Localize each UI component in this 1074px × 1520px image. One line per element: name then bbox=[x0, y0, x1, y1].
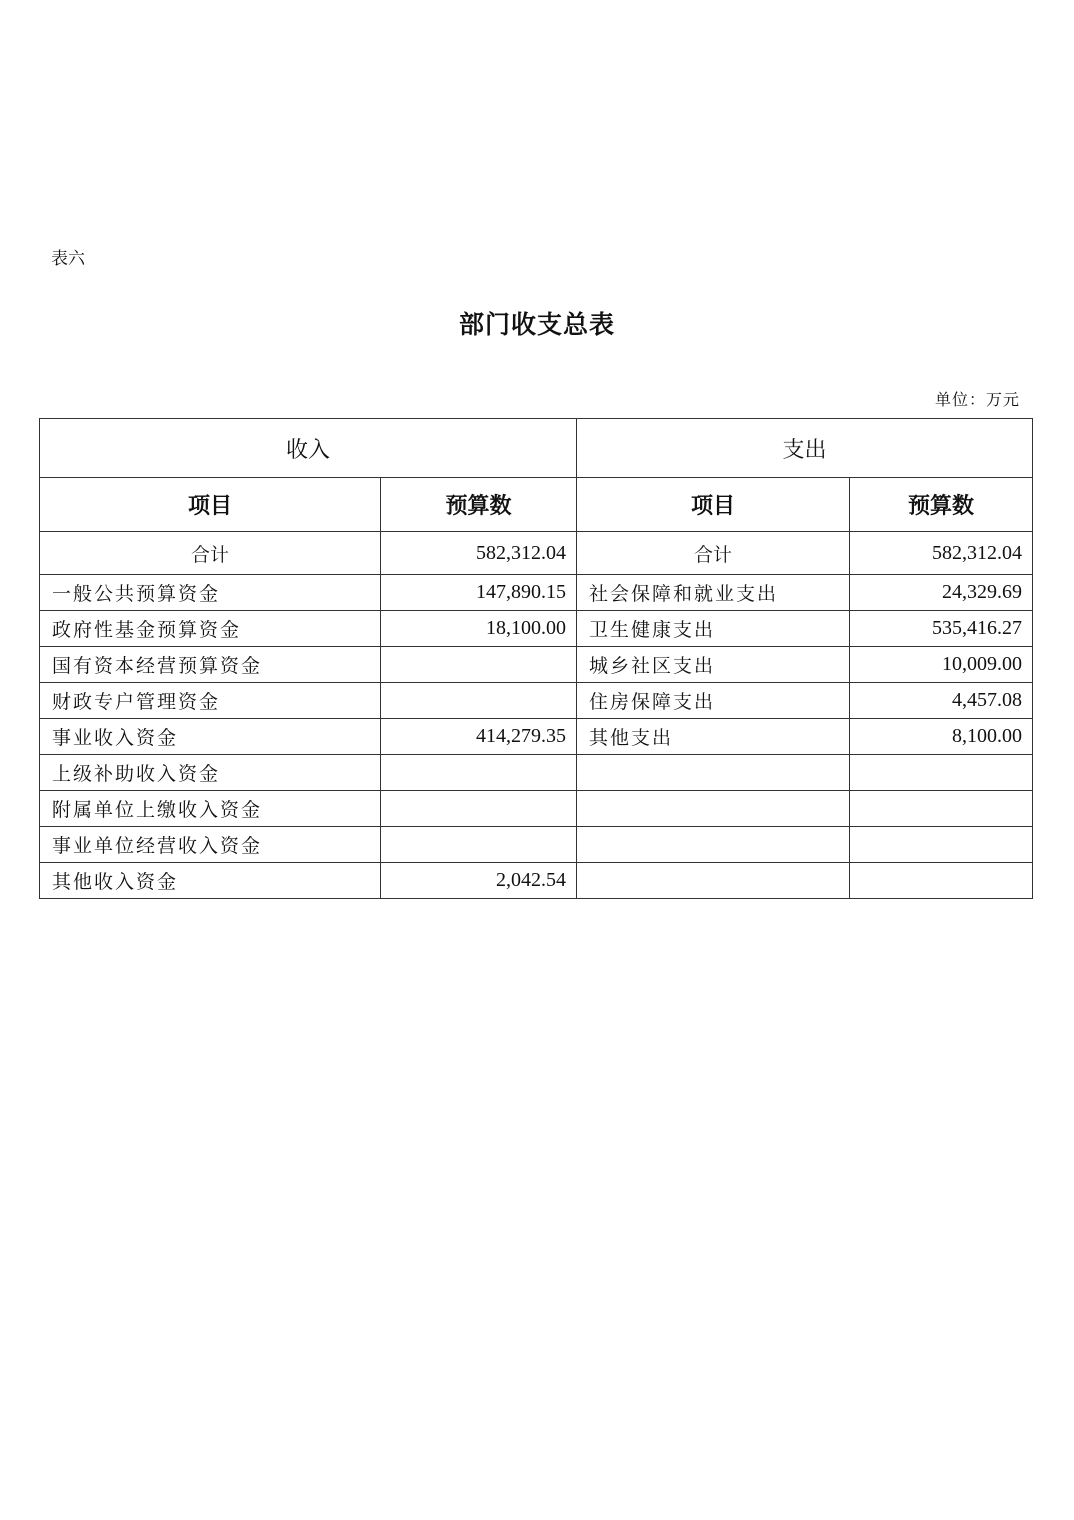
expense-item bbox=[577, 863, 850, 899]
income-item: 事业收入资金 bbox=[40, 719, 381, 755]
expense-section-header: 支出 bbox=[577, 419, 1033, 478]
income-value: 2,042.54 bbox=[381, 863, 577, 899]
income-item: 上级补助收入资金 bbox=[40, 755, 381, 791]
expense-item bbox=[577, 791, 850, 827]
total-row bbox=[40, 532, 1033, 575]
expense-value: 4,457.08 bbox=[850, 683, 1033, 719]
expense-total-label: 合计 bbox=[577, 532, 850, 575]
expense-item-column-header: 项目 bbox=[577, 478, 850, 532]
income-total-label: 合计 bbox=[40, 532, 381, 575]
table-label: 表六 bbox=[51, 249, 85, 269]
expense-value: 535,416.27 bbox=[850, 611, 1033, 647]
income-budget-column-header: 预算数 bbox=[381, 478, 577, 532]
income-item: 国有资本经营预算资金 bbox=[40, 647, 381, 683]
table-row bbox=[40, 719, 1033, 755]
expense-value bbox=[850, 791, 1033, 827]
income-item: 财政专户管理资金 bbox=[40, 683, 381, 719]
expense-budget-column-header: 预算数 bbox=[850, 478, 1033, 532]
income-item: 其他收入资金 bbox=[40, 863, 381, 899]
expense-value bbox=[850, 827, 1033, 863]
income-section-header: 收入 bbox=[40, 419, 577, 478]
unit-note: 单位：万元 bbox=[934, 390, 1020, 409]
expense-item bbox=[577, 755, 850, 791]
expense-value: 10,009.00 bbox=[850, 647, 1033, 683]
expense-value: 24,329.69 bbox=[850, 575, 1033, 611]
income-item: 政府性基金预算资金 bbox=[40, 611, 381, 647]
income-item: 附属单位上缴收入资金 bbox=[40, 791, 381, 827]
income-item-column-header: 项目 bbox=[40, 478, 381, 532]
income-value: 414,279.35 bbox=[381, 719, 577, 755]
income-value bbox=[381, 683, 577, 719]
income-item: 事业单位经营收入资金 bbox=[40, 827, 381, 863]
table-row bbox=[40, 575, 1033, 611]
table-row bbox=[40, 827, 1033, 863]
income-value: 18,100.00 bbox=[381, 611, 577, 647]
column-header-row bbox=[40, 478, 1033, 532]
page-title: 部门收支总表 bbox=[458, 310, 615, 339]
table-row bbox=[40, 755, 1033, 791]
expense-value bbox=[850, 755, 1033, 791]
expense-value bbox=[850, 863, 1033, 899]
expense-item: 住房保障支出 bbox=[577, 683, 850, 719]
income-value bbox=[381, 791, 577, 827]
expense-total-value: 582,312.04 bbox=[850, 532, 1033, 575]
table-row bbox=[40, 791, 1033, 827]
income-value bbox=[381, 647, 577, 683]
income-item: 一般公共预算资金 bbox=[40, 575, 381, 611]
expense-item: 其他支出 bbox=[577, 719, 850, 755]
table-row bbox=[40, 611, 1033, 647]
table-row bbox=[40, 683, 1033, 719]
table-row bbox=[40, 863, 1033, 899]
income-value bbox=[381, 827, 577, 863]
income-total-value: 582,312.04 bbox=[381, 532, 577, 575]
income-expense-table bbox=[39, 418, 1033, 899]
income-value bbox=[381, 755, 577, 791]
expense-item: 卫生健康支出 bbox=[577, 611, 850, 647]
expense-item bbox=[577, 827, 850, 863]
table-row bbox=[40, 647, 1033, 683]
income-value: 147,890.15 bbox=[381, 575, 577, 611]
expense-item: 社会保障和就业支出 bbox=[577, 575, 850, 611]
expense-item: 城乡社区支出 bbox=[577, 647, 850, 683]
expense-value: 8,100.00 bbox=[850, 719, 1033, 755]
section-header-row bbox=[40, 419, 1033, 478]
